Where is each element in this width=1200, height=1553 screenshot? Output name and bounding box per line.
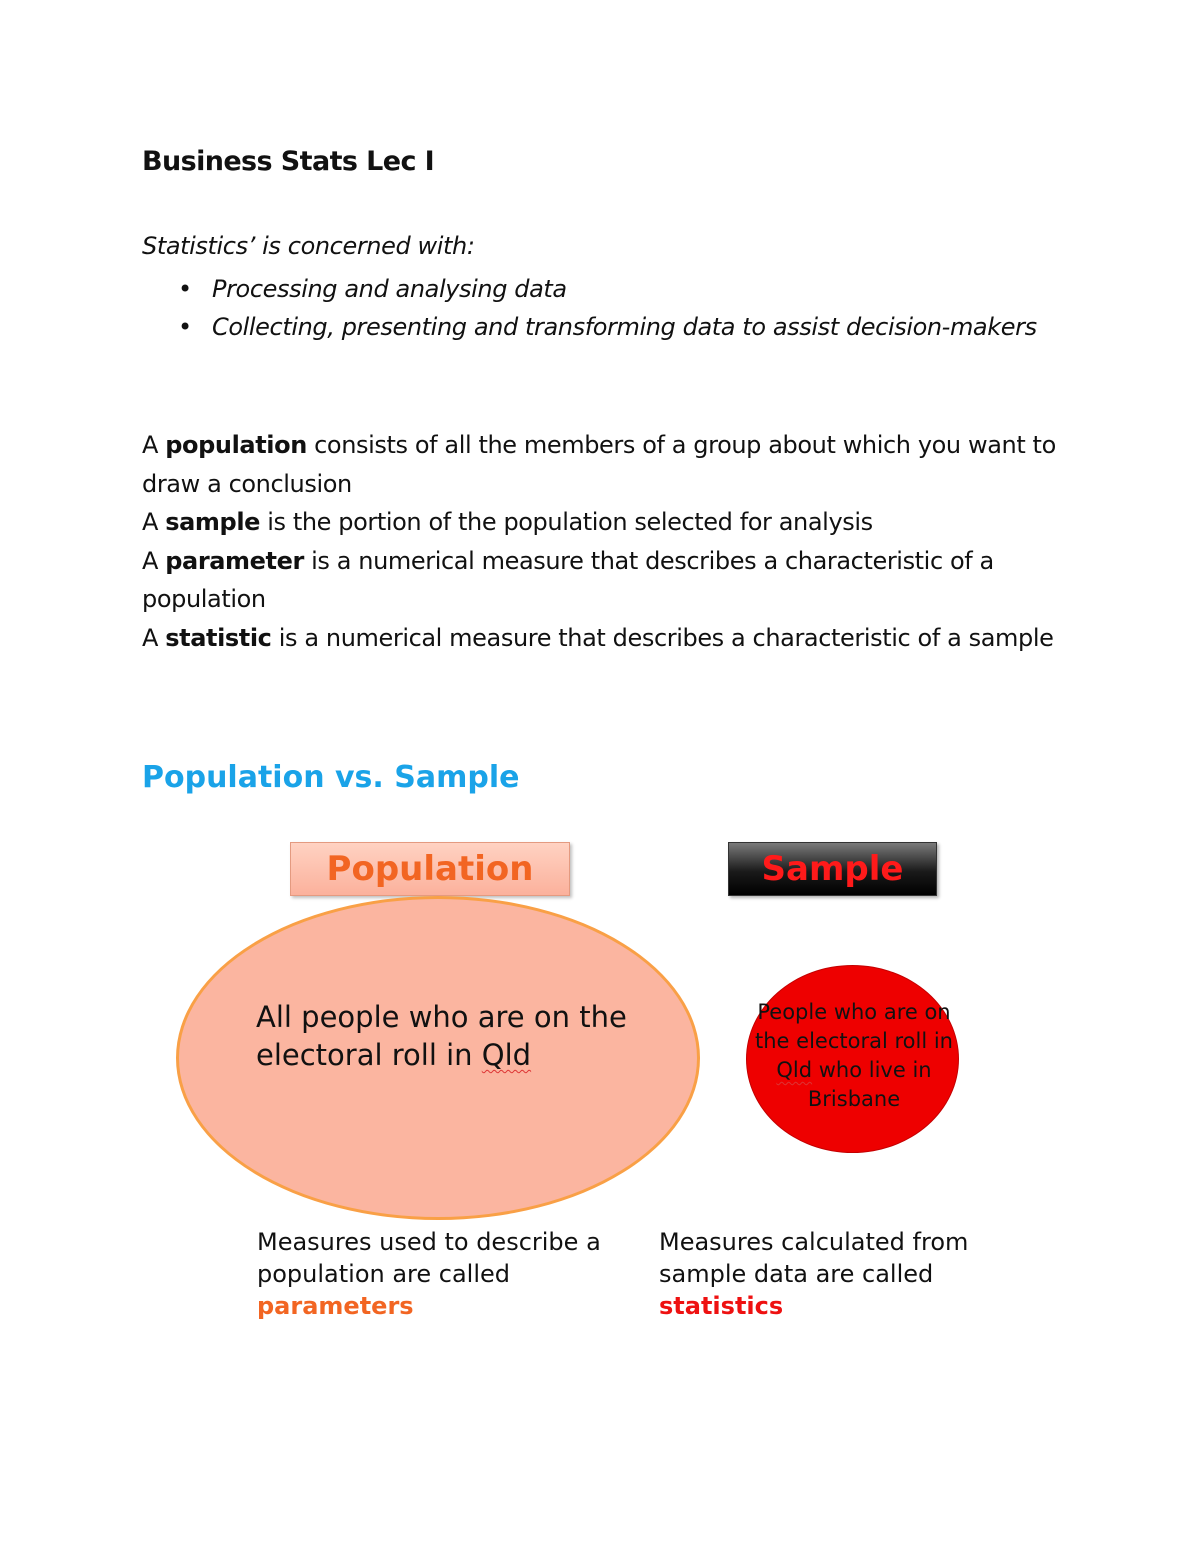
definition-term: statistic	[165, 623, 272, 652]
sample-caption-text: Measures calculated from sample data are called	[659, 1228, 969, 1288]
definition-prefix: A	[142, 546, 166, 575]
list-item	[142, 270, 1042, 308]
definition-text: is a numerical measure that describes a characteristic of a population	[142, 546, 994, 613]
definition-parameter	[142, 542, 1062, 619]
definition-text: is a numerical measure that describes a characteristic of a sample	[271, 623, 1054, 652]
bullet-icon: •	[178, 275, 192, 303]
sample-description-qld: Qld	[776, 1058, 813, 1082]
definitions-block	[142, 426, 1062, 657]
definition-prefix: A	[142, 623, 166, 652]
diagram-title: Population vs. Sample	[142, 760, 520, 795]
list-item	[142, 308, 1042, 346]
population-description	[256, 998, 636, 1074]
definition-term: sample	[165, 508, 261, 536]
sample-caption-term: statistics	[659, 1292, 784, 1320]
definition-statistic	[142, 619, 1062, 658]
definition-prefix: A	[142, 431, 166, 459]
sample-caption	[659, 1226, 989, 1322]
population-caption-term: parameters	[257, 1292, 414, 1320]
population-label: Population	[290, 842, 570, 896]
bullet-icon: •	[178, 313, 192, 341]
sample-description-tail: who live in Brisbane	[807, 1058, 932, 1111]
definition-term: population	[165, 431, 307, 459]
definition-sample	[142, 503, 1062, 542]
population-caption	[257, 1226, 637, 1322]
bullet-list	[142, 270, 1042, 346]
document-title: Business Stats Lec I	[142, 146, 435, 177]
definition-text: consists of all the members of a group about which you want to draw a conclusion	[142, 431, 1056, 498]
definition-term: parameter	[165, 546, 304, 575]
definition-text: is the portion of the population selected for analysis	[260, 508, 873, 536]
definition-population	[142, 426, 1062, 503]
bullet-text: Collecting, presenting and transforming data to assist decision-makers	[212, 313, 1037, 341]
intro-text: Statistics’ is concerned with:	[142, 232, 475, 260]
sample-description	[744, 998, 964, 1114]
definition-prefix: A	[142, 508, 166, 536]
population-caption-text: Measures used to describe a population are called	[257, 1228, 601, 1288]
bullet-text: Processing and analysing data	[212, 275, 567, 303]
population-description-text: All people who are on the electoral roll in	[256, 1000, 627, 1072]
sample-label: Sample	[728, 842, 937, 896]
population-description-qld: Qld	[481, 1038, 532, 1072]
sample-description-text: People who are on the electoral roll in	[755, 1000, 953, 1053]
